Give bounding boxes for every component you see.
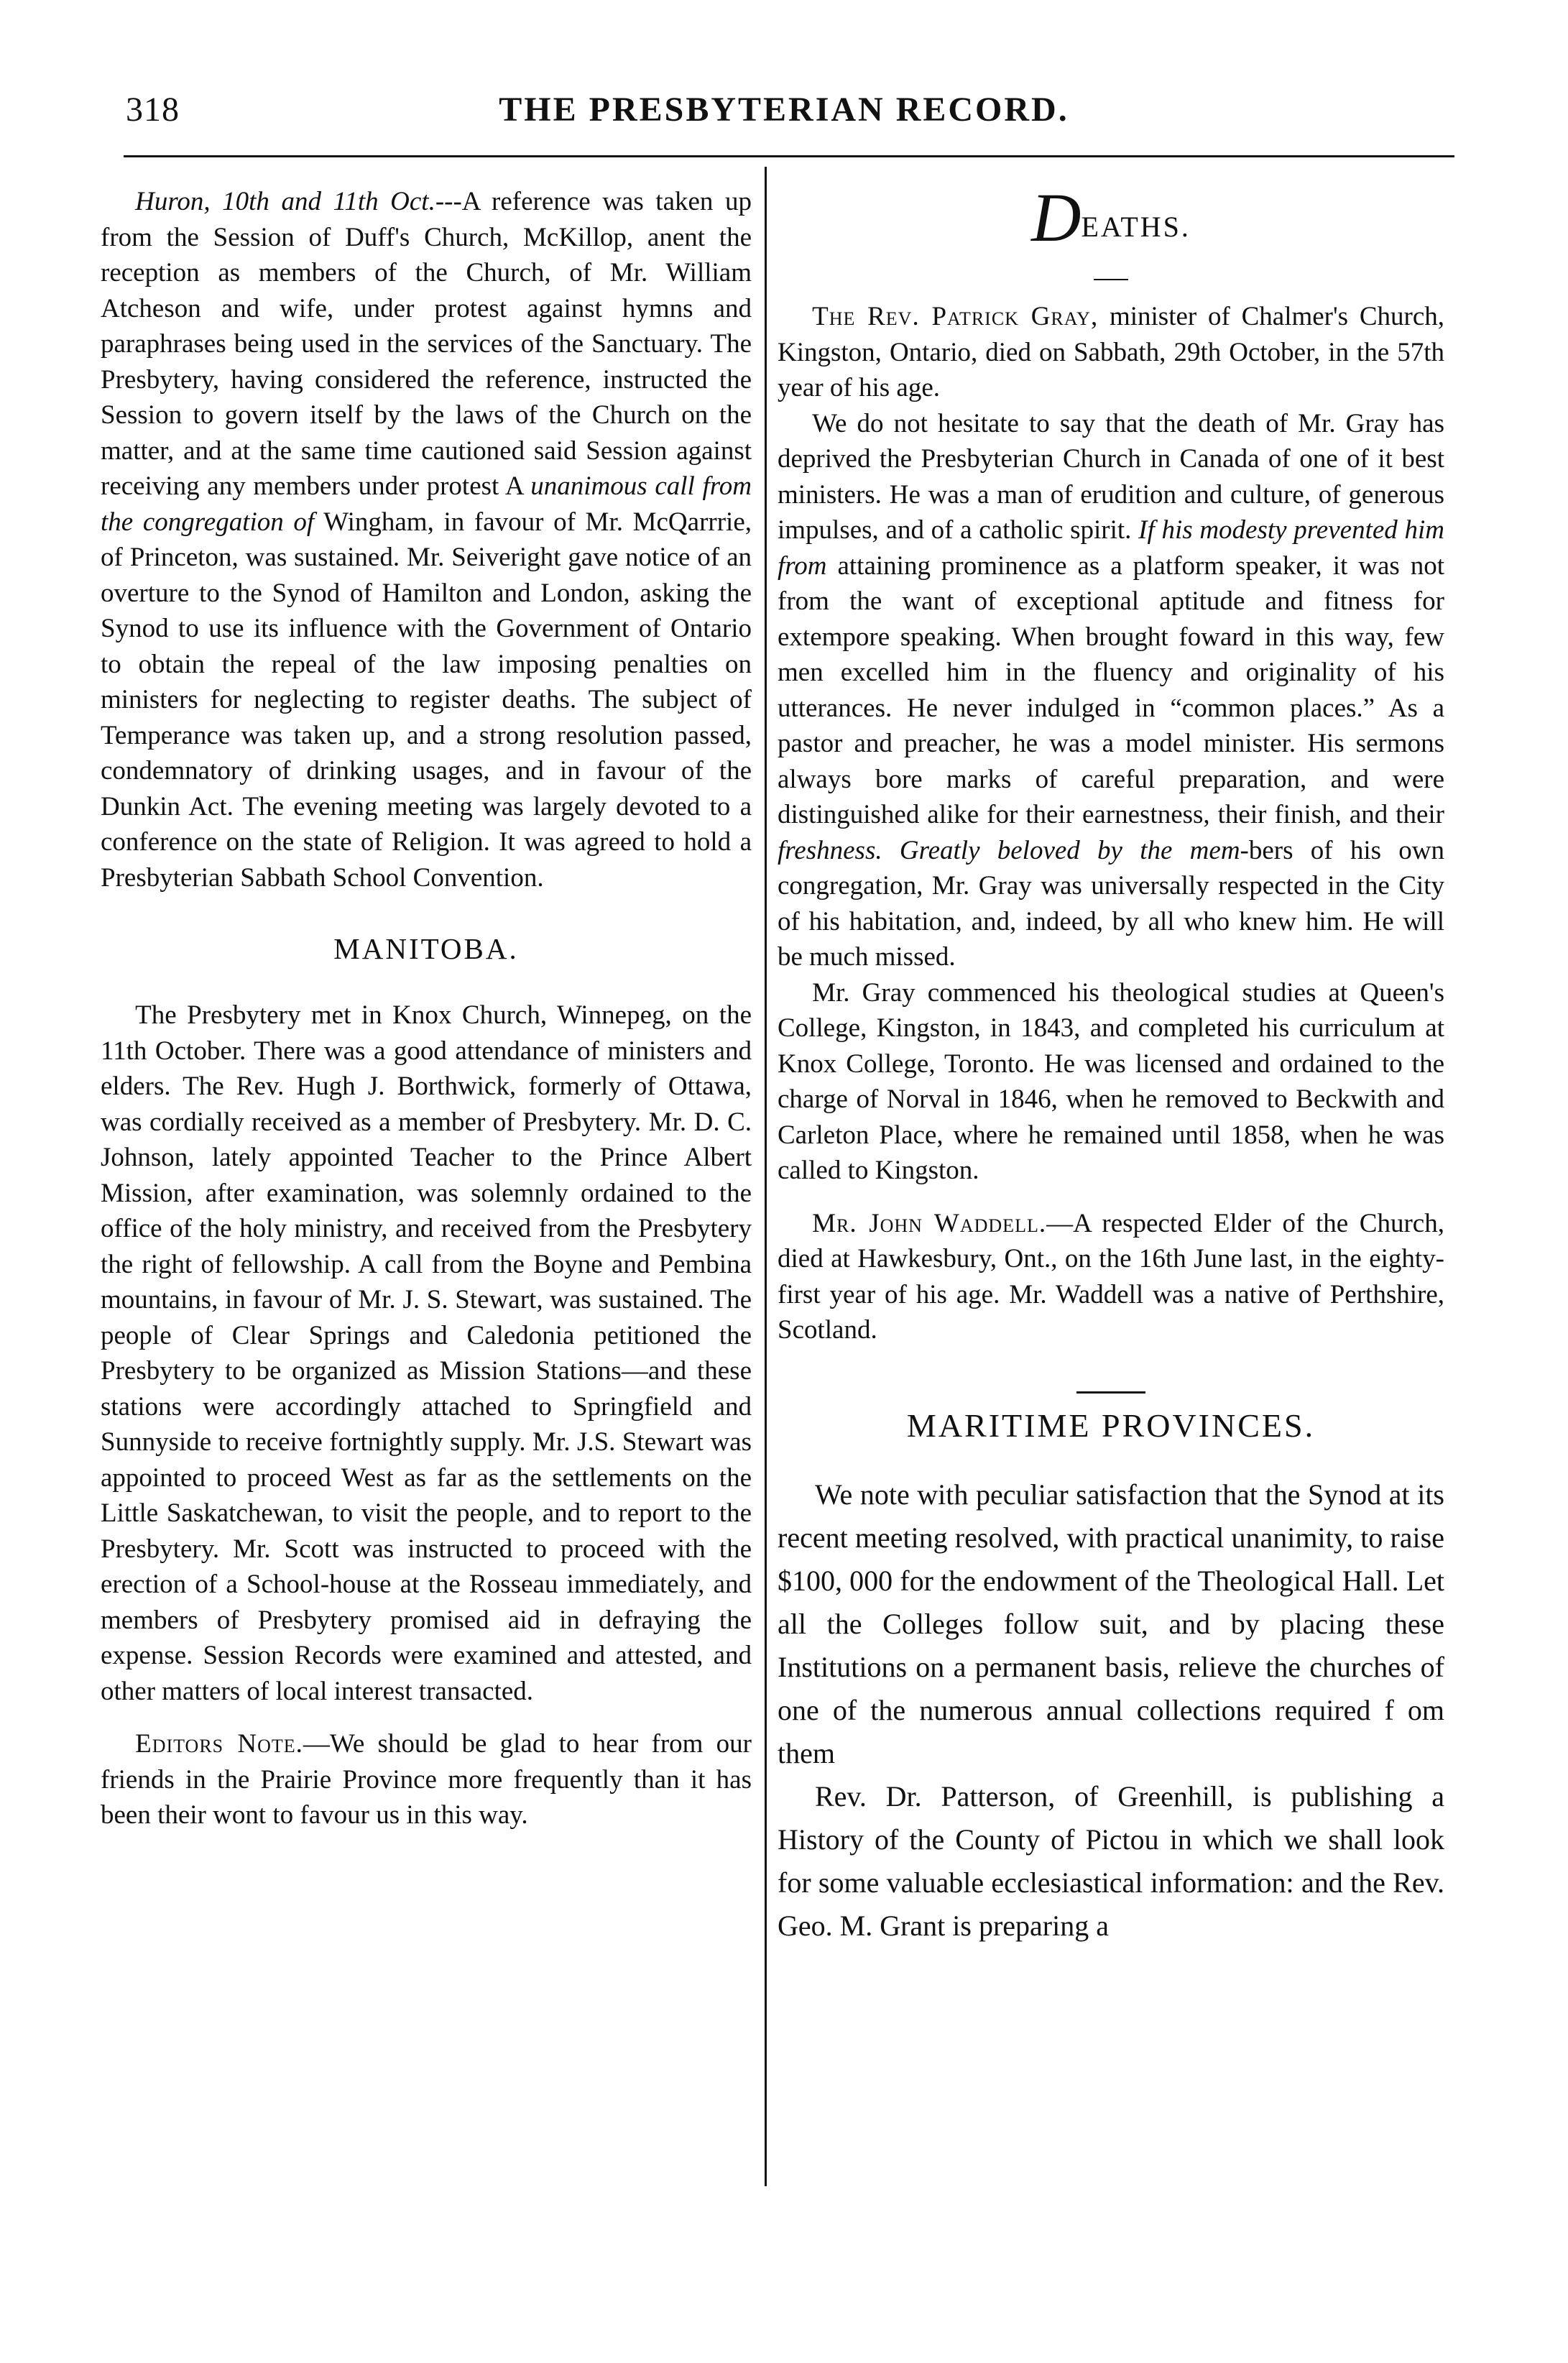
gray-text: minister of Chalmer's Church, Kingston, Ontario, died on Sabbath, 29th October, in the 57th year of his age. xyxy=(778,302,1444,402)
gray-p2b: attaining prominence as a platform speaker, it was not from the want of exceptional aptitude and fitness for extempore speaking. When brought foward in this way, few men excelled him in the fluency and originality of his utterances. He never indulged in “common places.” As a pastor and preacher, he was a model minister. His sermons always bore marks of careful preparation, and were distinguished alike for their earnestness, their finish, and their xyxy=(778,551,1444,829)
gray-lead: The Rev. Patrick Gray, xyxy=(812,302,1099,331)
editors-note-lead: Editors Note. xyxy=(135,1729,303,1759)
deaths-heading xyxy=(778,179,1444,266)
waddell-lead: Mr. John Waddell. xyxy=(812,1208,1047,1238)
deaths-dash xyxy=(1094,279,1128,280)
gray-obituary-p3: Mr. Gray commenced his theological studies at Queen's College, Kingston, in 1843, and completed his curriculum at Knox College, Toronto. He was licensed and ordained to the charge of Norval in 1846, when he removed to Beckwith and Carleton Place, where he remained until 1858, when he was called to Kingston. xyxy=(778,977,1444,1185)
editors-note-text: —We should be glad to hear from our friends in the Prairie Province more frequently than it has been their wont to favour us in this way. xyxy=(101,1729,752,1830)
maritime-p1: We note with peculiar satisfaction that the Synod at its recent meeting resolved, with practical unanimity, to raise $100, 000 for the endowment of the Theological Hall. Let all the Colleges follow suit, and by placing these Institutions on a permanent basis, relieve the churches of one of the numerous annual collections required f om them xyxy=(778,1478,1444,1769)
huron-italic: unanimous call from the congregation of xyxy=(101,471,752,537)
maritime-heading: MARITIME PROVINCES. xyxy=(906,1406,1316,1444)
editors-note-paragraph xyxy=(101,1726,752,1833)
huron-paragraph xyxy=(101,184,752,895)
huron-text-2: Wingham, in favour of Mr. McQarrrie, of Princeton, was sustained. Mr. Seiveright gave notice of an overture to the Synod of Hamilton and London, asking the Synod to use its influence with the Government of Ontario to obtain the repeal of the law imposing penalties on ministers for neglecting to register deaths. The subject of Temperance was taken up, and a strong resolution passed, condemnatory of drinking usages, and in favour of the Dunkin Act. The evening meeting was largely devoted to a conference on the state of Religion. It was agreed to hold a Presbyterian Sabbath School Convention. xyxy=(101,507,752,893)
gray-p2-italic-1: If his modesty prevented him from xyxy=(778,515,1444,581)
gray-p2a: We do not hesitate to say that the death of Mr. Gray has deprived the Presbyterian Church in Canada of one of it best ministers. He was a man of erudition and culture, of generous impulses, and of a catholic spirit. xyxy=(778,408,1444,545)
maritime-p2: Rev. Dr. Patterson, of Greenhill, is publishing a History of the County of Pictou in which we shall look for some valuable ecclesiastical information: and the Rev. Geo. M. Grant is preparing a xyxy=(778,1779,1444,1942)
deaths-initial: D xyxy=(1031,179,1082,256)
left-column xyxy=(101,184,752,1833)
gray-obituary-p2 xyxy=(778,406,1444,975)
right-column xyxy=(778,179,1444,1948)
running-head: THE PRESBYTERIAN RECORD. xyxy=(499,91,1069,129)
manitoba-paragraph: The Presbytery met in Knox Church, Winnepeg, on the 11th October. There was a good attendance of ministers and elders. The Rev. Hugh J. Borthwick, formerly of Ottawa, was cordially received as a member of Presbytery. Mr. D. C. Johnson, lately appointed Teacher to the Prince Albert Mission, after examination, was solemnly ordained to the office of the holy ministry, and received from the Presbytery the right of fellowship. A call from the Boyne and Pembina mountains, in favour of Mr. J. S. Stewart, was sustained. The people of Clear Springs and Caledonia petitioned the Presbytery to be organized as Mission Stations—and these stations were accordingly attached to Springfield and Sunnyside to receive fortnightly supply. Mr. J.S. Stewart was appointed to proceed West as far as the settlements on the Little Saskatchewan, to visit the people, and to report to the Presbytery. Mr. Scott was instructed to proceed with the erection of a School-house at the Rosseau immediately, and members of Presbytery promised aid in defraying the expense. Session Records were examined and attested, and other matters of local interest transacted. xyxy=(101,1000,752,1706)
huron-text: ---A reference was taken up from the Session of Duff's Church, McKillop, anent the reception as members of the Church, of Mr. William Atcheson and wife, under protest against hymns and paraphrases being used in the services of the Sanctuary. The Presbytery, having considered the reference, instructed the Session to govern itself by the laws of the Church on the matter, and at the same time cautioned said Session against receiving any members under protest A xyxy=(101,187,752,501)
header-rule xyxy=(124,155,1454,157)
huron-lead: Huron, 10th and 11th Oct. xyxy=(135,187,435,216)
gray-p2-italic-2: freshness. Greatly beloved by the mem- xyxy=(778,835,1249,865)
manitoba-heading: MANITOBA. xyxy=(333,932,519,965)
deaths-title-rest: EATHS. xyxy=(1081,211,1191,243)
gray-obituary-p1 xyxy=(778,299,1444,406)
gray-p2c: bers of his own congregation, Mr. Gray was universally respected in the City of his habitation, and, indeed, by all who knew him. He will be much missed. xyxy=(778,835,1444,972)
page-number: 318 xyxy=(126,91,180,129)
section-separator-rule xyxy=(1076,1391,1145,1394)
column-divider xyxy=(765,167,767,2186)
waddell-text: —A respected Elder of the Church, died at Hawkesbury, Ont., on the 16th June last, in the eighty-first year of his age. Mr. Waddell was a native of Perthshire, Scotland. xyxy=(778,1208,1444,1345)
waddell-obituary xyxy=(778,1206,1444,1348)
